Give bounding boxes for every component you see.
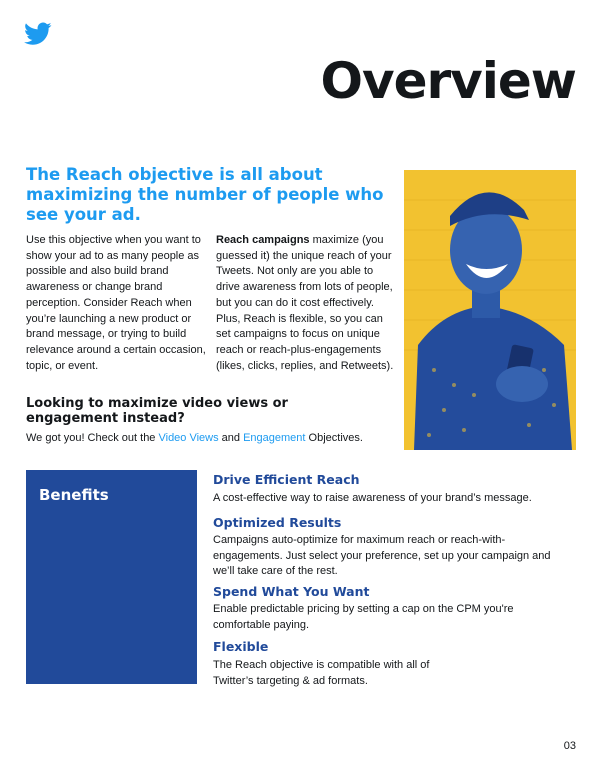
benefit-description: Enable predictable pricing by setting a cap on the CPM you're comfortable paying. <box>213 603 514 631</box>
twitter-bird-icon <box>24 22 52 46</box>
reach-campaigns-emphasis: Reach campaigns <box>216 234 310 246</box>
benefit-title: Flexible <box>213 639 269 654</box>
objectives-note <box>26 432 363 444</box>
page-number: 03 <box>563 740 576 752</box>
headline: The Reach objective is all about maximizing the number of people who see your ad. <box>26 165 384 224</box>
benefit-description: A cost-effective way to raise awareness of your brand’s message. <box>213 492 532 504</box>
intro-right-column <box>216 233 396 374</box>
engagement-link[interactable]: Engagement <box>243 432 306 444</box>
benefits-panel <box>26 470 197 684</box>
page-title: Overview <box>320 52 576 110</box>
note-middle: and <box>218 432 244 444</box>
subheading: Looking to maximize video views or engagement instead? <box>26 396 288 426</box>
intro-left-column: Use this objective when you want to show your ad to as many people as possible and also build brand awareness or change brand perception. Consider Reach when you’re launching a new product or brand message, or trying to build relevance around a certain occasion, topic, or event. <box>26 234 206 372</box>
benefit-title: Drive Efficient Reach <box>213 472 360 487</box>
benefit-description: The Reach objective is compatible with all of Twitter’s targeting & ad formats. <box>213 659 430 687</box>
benefits-label: Benefits <box>39 486 109 504</box>
right-column-text: maximize (you guessed it) the unique reach of your Tweets. Not only are you able to drive awareness from lots of people, but you can do it cost effectively. Plus, Reach is flexible, so you can set campaigns to focus on unique reach or reach-plus-engagements (likes, clicks, replies, and Retweets). <box>216 234 394 372</box>
benefit-title: Optimized Results <box>213 515 342 530</box>
note-suffix: Objectives. <box>305 432 363 444</box>
benefit-description: Campaigns auto-optimize for maximum reach or reach-with-engagements. Just select your preference, set up your campaign and we’ll take care of the rest. <box>213 534 551 578</box>
benefit-title: Spend What You Want <box>213 584 370 599</box>
hero-photo <box>404 170 576 450</box>
note-prefix: We got you! Check out the <box>26 432 159 444</box>
video-views-link[interactable]: Video Views <box>158 432 219 444</box>
